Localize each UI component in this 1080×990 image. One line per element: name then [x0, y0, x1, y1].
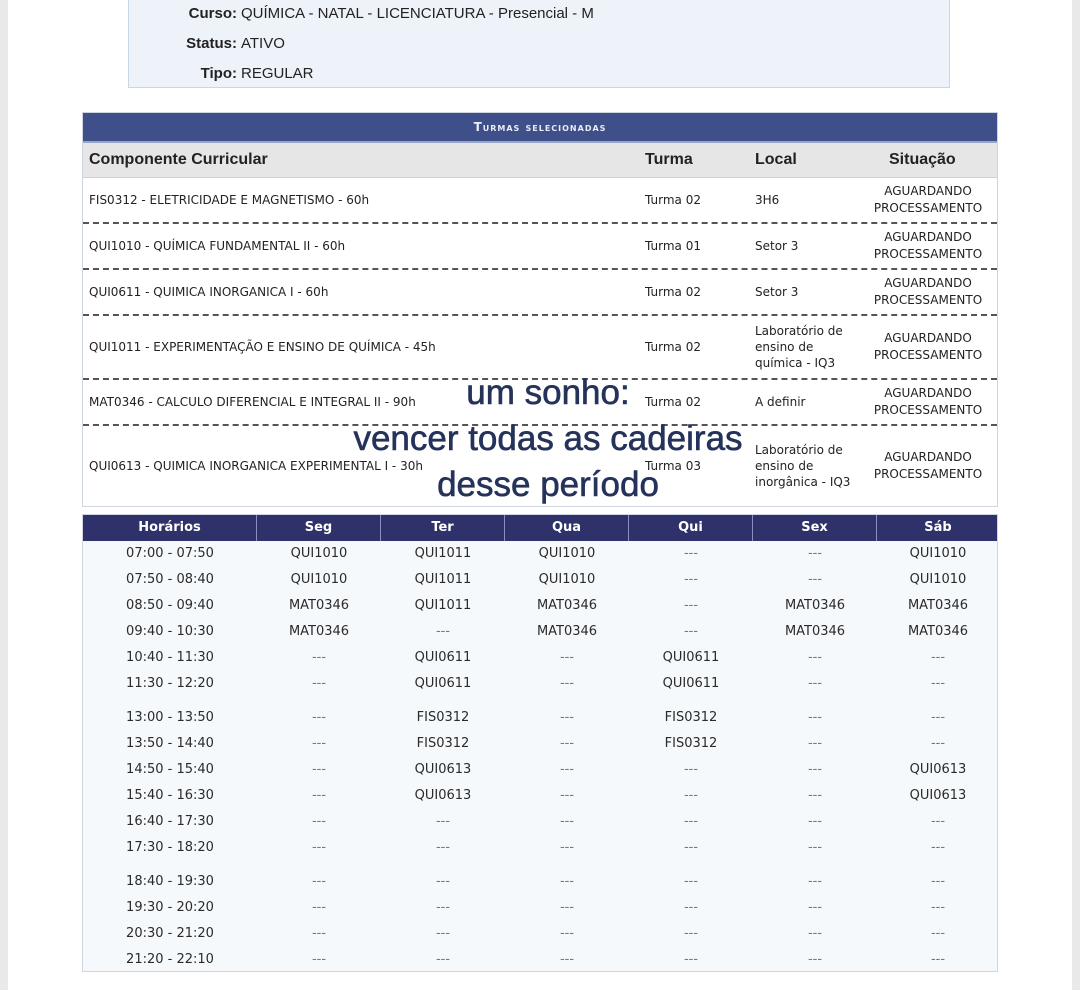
horario-time-cell: 19:30 - 20:20: [126, 900, 214, 915]
horario-time-cell: 11:30 - 12:20: [126, 676, 214, 691]
status-label: Status:: [186, 35, 237, 52]
horario-class-cell: ---: [683, 926, 699, 941]
turma-local: Laboratório de ensino de química - IQ3: [755, 324, 843, 370]
horarios-table-body: [83, 541, 997, 973]
horario-time-cell: 15:40 - 16:30: [126, 788, 214, 803]
turma-turma: Turma 02: [645, 340, 701, 354]
horario-class-cell: ---: [930, 814, 946, 829]
horario-class-cell: QUI1010: [290, 546, 348, 561]
horario-class-cell: ---: [683, 598, 699, 613]
horario-class-cell: ---: [807, 788, 823, 803]
curso-label: Curso:: [188, 5, 237, 22]
header-componente: Componente Curricular: [89, 151, 268, 168]
horario-time-cell: 18:40 - 19:30: [126, 874, 214, 889]
horario-class-cell: ---: [435, 874, 451, 889]
horario-class-cell: QUI1010: [538, 572, 596, 587]
turma-local: Setor 3: [755, 239, 799, 253]
horario-time-cell: 08:50 - 09:40: [126, 598, 214, 613]
horario-time-cell: 09:40 - 10:30: [126, 624, 214, 639]
horario-class-cell: ---: [807, 762, 823, 777]
horario-class-cell: ---: [311, 874, 327, 889]
horario-class-cell: ---: [311, 762, 327, 777]
horario-class-cell: QUI0611: [414, 676, 472, 691]
horario-class-cell: FIS0312: [664, 736, 718, 751]
turmas-table-title: Turmas selecionadas: [83, 113, 997, 143]
horario-class-cell: ---: [683, 546, 699, 561]
turma-local: Laboratório de ensino de inorgânica - IQ3: [755, 443, 851, 489]
horario-class-cell: QUI0611: [414, 650, 472, 665]
horario-class-cell: ---: [559, 650, 575, 665]
horario-class-cell: ---: [930, 874, 946, 889]
horario-class-cell: QUI1011: [414, 572, 472, 587]
horarios-row: [83, 567, 997, 593]
horarios-header-cell: Qui: [629, 515, 753, 541]
horario-class-cell: ---: [930, 736, 946, 751]
horario-class-cell: QUI0613: [414, 762, 472, 777]
horario-class-cell: ---: [559, 814, 575, 829]
turma-situacao: AGUARDANDO PROCESSAMENTO: [873, 184, 983, 215]
horario-class-cell: ---: [807, 840, 823, 855]
horarios-table: [82, 514, 998, 972]
horario-time-cell: 10:40 - 11:30: [126, 650, 214, 665]
horario-time-cell: 13:50 - 14:40: [126, 736, 214, 751]
turma-local: 3H6: [755, 193, 780, 207]
horario-class-cell: ---: [807, 814, 823, 829]
horarios-header-cell: Sáb: [924, 520, 952, 535]
horario-class-cell: ---: [435, 624, 451, 639]
horario-class-cell: ---: [683, 952, 699, 967]
horario-class-cell: ---: [807, 546, 823, 561]
horario-class-cell: ---: [435, 900, 451, 915]
horario-class-cell: QUI1010: [290, 572, 348, 587]
turma-componente: QUI1010 - QUÍMICA FUNDAMENTAL II - 60h: [89, 239, 346, 253]
horario-time-cell: 16:40 - 17:30: [126, 814, 214, 829]
horario-class-cell: ---: [683, 900, 699, 915]
curso-value: QUÍMICA - NATAL - LICENCIATURA - Presencial - M: [241, 5, 594, 22]
tipo-row: [129, 59, 949, 89]
overlay-line-3: desse período: [437, 465, 659, 504]
horario-time-cell: 14:50 - 15:40: [126, 762, 214, 777]
horarios-row: [83, 809, 997, 835]
horarios-row: [83, 921, 997, 947]
horario-class-cell: QUI1011: [414, 598, 472, 613]
horarios-header-cell: Ter: [381, 515, 505, 541]
horario-class-cell: ---: [559, 676, 575, 691]
horarios-row: [83, 705, 997, 731]
horarios-header-cell: Sex: [753, 515, 877, 541]
horario-class-cell: ---: [559, 762, 575, 777]
header-turma: Turma: [645, 151, 693, 168]
horario-class-cell: ---: [807, 572, 823, 587]
status-value: ATIVO: [241, 35, 285, 52]
horario-class-cell: FIS0312: [416, 736, 470, 751]
horario-class-cell: ---: [930, 710, 946, 725]
horario-class-cell: MAT0346: [784, 598, 846, 613]
status-row: [129, 29, 949, 59]
turma-row: [83, 224, 997, 270]
horario-class-cell: QUI0613: [414, 788, 472, 803]
horario-class-cell: ---: [683, 874, 699, 889]
horario-class-cell: ---: [311, 840, 327, 855]
horario-class-cell: ---: [807, 676, 823, 691]
horario-class-cell: ---: [683, 788, 699, 803]
curso-row: [129, 0, 949, 29]
horario-class-cell: ---: [807, 710, 823, 725]
horario-class-cell: QUI1010: [909, 546, 967, 561]
horario-class-cell: ---: [683, 762, 699, 777]
horario-class-cell: ---: [311, 650, 327, 665]
header-situacao: Situação: [889, 151, 956, 168]
horarios-row: [83, 619, 997, 645]
horario-time-cell: 07:00 - 07:50: [126, 546, 214, 561]
horario-time-cell: 13:00 - 13:50: [126, 710, 214, 725]
horario-class-cell: ---: [807, 926, 823, 941]
overlay-caption: [308, 370, 788, 508]
horario-class-cell: ---: [683, 840, 699, 855]
turma-local: Setor 3: [755, 285, 799, 299]
horario-class-cell: ---: [930, 952, 946, 967]
horario-class-cell: ---: [311, 788, 327, 803]
page: [8, 0, 1072, 990]
horario-class-cell: MAT0346: [907, 598, 969, 613]
turma-componente: QUI0613 - QUIMICA INORGANICA EXPERIMENTAL I - 30h: [89, 459, 423, 473]
horario-class-cell: ---: [435, 840, 451, 855]
turma-situacao: AGUARDANDO PROCESSAMENTO: [873, 331, 983, 362]
horario-class-cell: ---: [930, 926, 946, 941]
turma-componente: QUI1011 - EXPERIMENTAÇÃO E ENSINO DE QUÍMICA - 45h: [89, 340, 436, 354]
horario-time-cell: 21:20 - 22:10: [126, 952, 214, 967]
horario-class-cell: ---: [559, 788, 575, 803]
horario-class-cell: MAT0346: [536, 624, 598, 639]
horario-class-cell: QUI0613: [909, 762, 967, 777]
horario-class-cell: ---: [683, 814, 699, 829]
overlay-line-1: um sonho:: [466, 373, 630, 412]
turma-turma: Turma 03: [645, 459, 701, 473]
turma-componente: QUI0611 - QUIMICA INORGANICA I - 60h: [89, 285, 329, 299]
horario-class-cell: ---: [683, 572, 699, 587]
horario-time-cell: 20:30 - 21:20: [126, 926, 214, 941]
horario-class-cell: QUI1011: [414, 546, 472, 561]
horario-class-cell: MAT0346: [784, 624, 846, 639]
horario-class-cell: ---: [559, 736, 575, 751]
horarios-header-cell: Qua: [505, 515, 629, 541]
turma-componente: MAT0346 - CALCULO DIFERENCIAL E INTEGRAL II - 90h: [89, 395, 416, 409]
horario-class-cell: ---: [311, 926, 327, 941]
horario-class-cell: MAT0346: [288, 598, 350, 613]
horarios-row: [83, 541, 997, 567]
horario-class-cell: ---: [683, 624, 699, 639]
horario-class-cell: ---: [311, 710, 327, 725]
horario-class-cell: ---: [311, 952, 327, 967]
tipo-label: Tipo:: [200, 65, 237, 82]
horario-class-cell: ---: [930, 840, 946, 855]
turma-local: A definir: [755, 395, 806, 409]
horario-class-cell: FIS0312: [664, 710, 718, 725]
turma-turma: Turma 02: [645, 193, 701, 207]
turma-situacao: AGUARDANDO PROCESSAMENTO: [873, 276, 983, 307]
horarios-row: [83, 731, 997, 757]
horario-class-cell: ---: [930, 900, 946, 915]
horario-class-cell: ---: [311, 814, 327, 829]
horario-class-cell: MAT0346: [536, 598, 598, 613]
horario-class-cell: ---: [435, 952, 451, 967]
horario-class-cell: ---: [559, 926, 575, 941]
horarios-row: [83, 895, 997, 921]
horarios-row: [83, 757, 997, 783]
turma-situacao: AGUARDANDO PROCESSAMENTO: [873, 230, 983, 261]
turma-turma: Turma 02: [645, 395, 701, 409]
horario-time-cell: 07:50 - 08:40: [126, 572, 214, 587]
horario-class-cell: ---: [311, 676, 327, 691]
horario-class-cell: MAT0346: [907, 624, 969, 639]
horario-class-cell: ---: [559, 710, 575, 725]
turma-row: [83, 178, 997, 224]
horarios-row: [83, 835, 997, 861]
horario-class-cell: ---: [807, 874, 823, 889]
horario-class-cell: QUI1010: [909, 572, 967, 587]
turma-situacao: AGUARDANDO PROCESSAMENTO: [873, 386, 983, 417]
horarios-row: [83, 593, 997, 619]
turma-row: [83, 270, 997, 316]
horario-class-cell: ---: [930, 676, 946, 691]
horario-class-cell: QUI0613: [909, 788, 967, 803]
horario-class-cell: ---: [559, 900, 575, 915]
horario-class-cell: ---: [311, 900, 327, 915]
horario-class-cell: QUI1010: [538, 546, 596, 561]
student-info-box: [128, 0, 950, 88]
horario-class-cell: QUI0611: [662, 650, 720, 665]
horario-class-cell: ---: [559, 840, 575, 855]
header-local: Local: [755, 151, 797, 168]
horario-class-cell: ---: [435, 926, 451, 941]
horarios-row: [83, 947, 997, 973]
horarios-row: [83, 645, 997, 671]
horarios-row: [83, 869, 997, 895]
tipo-value: REGULAR: [241, 65, 314, 82]
horario-class-cell: QUI0611: [662, 676, 720, 691]
turma-turma: Turma 02: [645, 285, 701, 299]
horarios-row: [83, 671, 997, 697]
horario-class-cell: FIS0312: [416, 710, 470, 725]
horario-class-cell: MAT0346: [288, 624, 350, 639]
turma-turma: Turma 01: [645, 239, 701, 253]
turma-componente: FIS0312 - ELETRICIDADE E MAGNETISMO - 60h: [89, 193, 370, 207]
horario-class-cell: ---: [311, 736, 327, 751]
horario-class-cell: ---: [807, 650, 823, 665]
horario-class-cell: ---: [807, 952, 823, 967]
horario-class-cell: ---: [559, 952, 575, 967]
horarios-header-cell: Horários: [83, 515, 257, 541]
turmas-table-header: [83, 143, 997, 178]
horarios-row: [83, 783, 997, 809]
horarios-header-cell: Seg: [257, 515, 381, 541]
horario-class-cell: ---: [807, 736, 823, 751]
horario-class-cell: ---: [559, 874, 575, 889]
horario-class-cell: ---: [435, 814, 451, 829]
overlay-line-2: vencer todas as cadeiras: [353, 419, 743, 458]
horario-class-cell: ---: [807, 900, 823, 915]
horario-class-cell: ---: [930, 650, 946, 665]
turma-situacao: AGUARDANDO PROCESSAMENTO: [873, 450, 983, 481]
horario-time-cell: 17:30 - 18:20: [126, 840, 214, 855]
horarios-table-header: [83, 515, 997, 541]
